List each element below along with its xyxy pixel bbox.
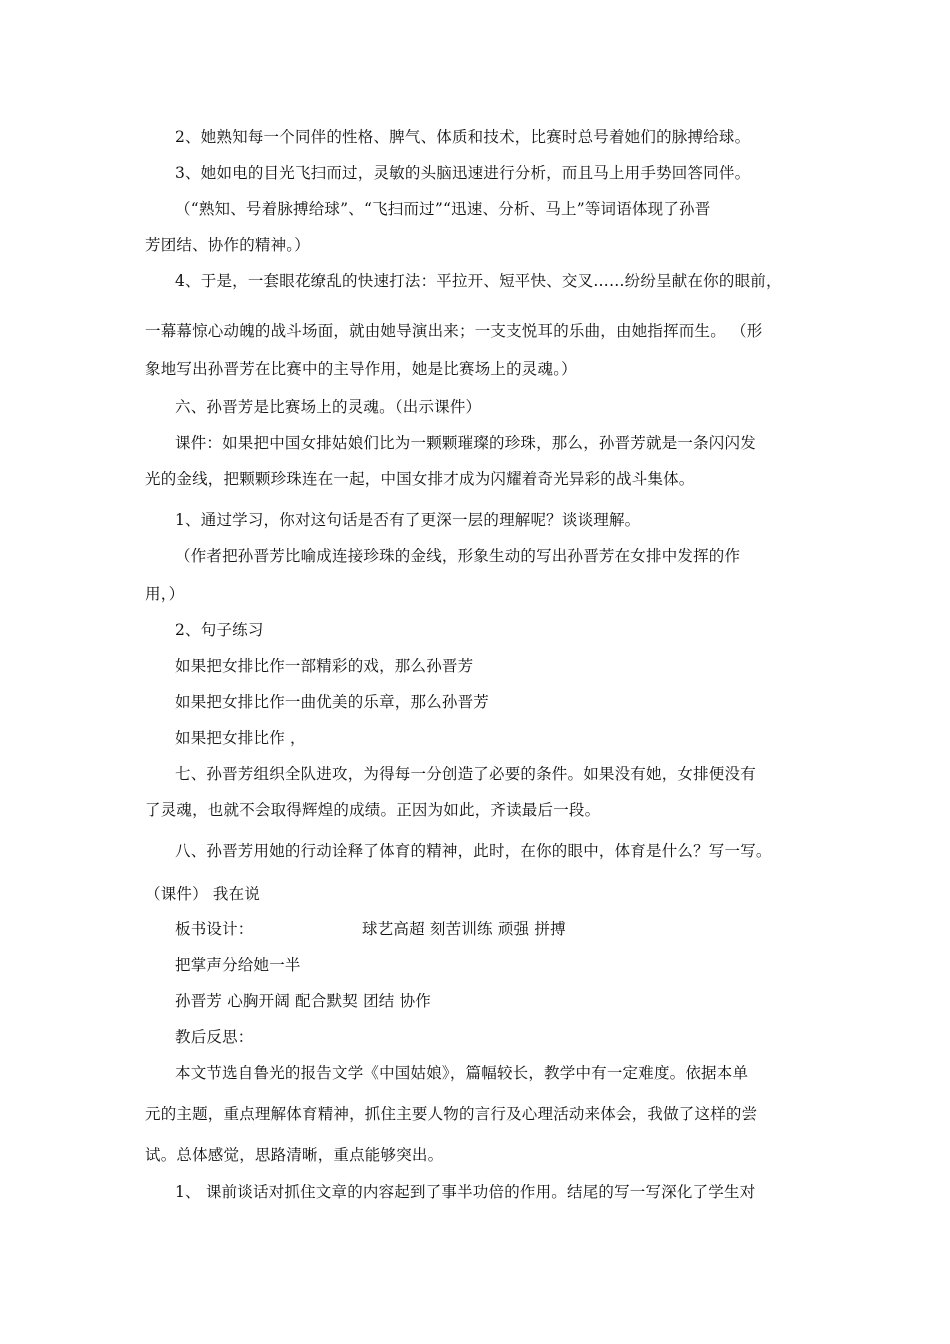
text-line: 元的主题，重点理解体育精神，抓住主要人物的言行及心理活动来体会，我做了这样的尝: [145, 1105, 758, 1123]
text-line: 一幕幕惊心动魄的战斗场面，就由她导演出来；一支支悦耳的乐曲，由她指挥而生。 （形: [145, 322, 763, 340]
text-line: 如果把女排比作一曲优美的乐章，那么孙晋芳: [175, 693, 490, 711]
text-line: 象地写出孙晋芳在比赛中的主导作用，她是比赛场上的灵魂。）: [145, 360, 577, 378]
text-line: 2、句子练习: [175, 621, 264, 639]
text-line: （作者把孙晋芳比喻成连接珍珠的金线，形象生动的写出孙晋芳在女排中发挥的作: [175, 547, 741, 565]
text-line: 教后反思：: [175, 1028, 254, 1046]
text-line: 八、孙晋芳用她的行动诠释了体育的精神，此时，在你的眼中，体育是什么？写一写。: [175, 842, 772, 860]
text-line: 把掌声分给她一半: [175, 956, 301, 974]
board-design-label: 板书设计：: [175, 920, 254, 938]
text-line: 1、通过学习，你对这句话是否有了更深一层的理解呢？谈谈理解。: [175, 511, 641, 529]
text-line: 如果把女排比作一部精彩的戏，那么孙晋芳: [175, 657, 474, 675]
text-line: 课件：如果把中国女排姑娘们比为一颗颗璀璨的珍珠，那么，孙晋芳就是一条闪闪发: [175, 434, 756, 452]
text-line: 4、于是，一套眼花缭乱的快速打法：平拉开、短平快、交叉……纷纷呈献在你的眼前，: [175, 272, 782, 290]
board-design-keywords: 球艺高超 刻苦训练 顽强 拼搏: [362, 920, 566, 938]
text-line: 1、 课前谈话对抓住文章的内容起到了事半功倍的作用。结尾的写一写深化了学生对: [175, 1183, 756, 1201]
text-line: 用，）: [145, 585, 185, 603]
text-line: （课件） 我在说: [145, 885, 261, 903]
text-line: 试。总体感觉，思路清晰，重点能够突出。: [145, 1146, 444, 1164]
text-line: 3、她如电的目光飞扫而过，灵敏的头脑迅速进行分析，而且马上用手势回答同伴。: [175, 164, 751, 182]
text-line: 七、孙晋芳组织全队进攻，为得每一分创造了必要的条件。如果没有她，女排便没有: [175, 765, 756, 783]
text-line: 如果把女排比作 ，: [175, 729, 306, 747]
text-line: 芳团结、协作的精神。）: [145, 236, 310, 254]
text-line: 本文节选自鲁光的报告文学《中国姑娘》，篇幅较长，教学中有一定难度。依据本单: [175, 1064, 749, 1082]
text-line: （“熟知、号着脉搏给球”、“飞扫而过”“迅速、分析、马上”等词语体现了孙晋: [175, 200, 711, 218]
text-line: 六、孙晋芳是比赛场上的灵魂。（出示课件）: [175, 398, 482, 416]
text-line: 孙晋芳 心胸开阔 配合默契 团结 协作: [175, 992, 432, 1010]
text-line: 2、她熟知每一个同伴的性格、脾气、体质和技术，比赛时总号着她们的脉搏给球。: [175, 128, 751, 146]
text-line: 了灵魂，也就不会取得辉煌的成绩。正因为如此，齐读最后一段。: [145, 801, 601, 819]
text-line: 光的金线，把颗颗珍珠连在一起，中国女排才成为闪耀着奇光异彩的战斗集体。: [145, 470, 695, 488]
board-design-line: [175, 919, 254, 939]
